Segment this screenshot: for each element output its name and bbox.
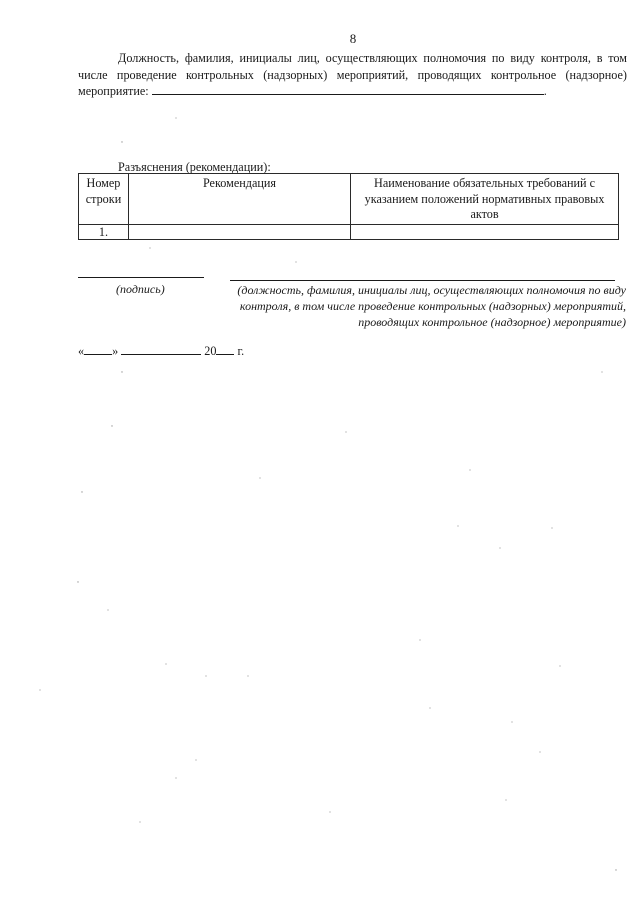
explanations-title: Разъяснения (рекомендации): — [118, 160, 271, 174]
position-line[interactable] — [230, 280, 615, 281]
year-prefix: 20 — [204, 344, 217, 358]
month-blank[interactable] — [121, 343, 201, 355]
header-row-number: Номер строки — [79, 174, 129, 225]
inspector-fill-line[interactable] — [152, 83, 544, 95]
page-number: 8 — [349, 31, 357, 46]
cell-recommendation[interactable] — [128, 225, 350, 240]
position-caption: (должность, фамилия, инициалы лиц, осуществляющих полномочия по виду контроля, в том числе проведение контрольных (надзорных) мероприятий, проводящих контрольное (надзорное) мероприятие) — [237, 283, 626, 330]
recommendations-table — [78, 173, 619, 240]
inspector-end-mark: . — [543, 84, 547, 98]
year-suffix: г. — [237, 344, 245, 358]
day-blank[interactable] — [84, 343, 112, 355]
date-close-quote: » — [112, 344, 119, 358]
inspector-paragraph — [78, 50, 627, 100]
header-requirements: Наименование обязательных требований с указанием положений нормативных правовых актов — [351, 174, 619, 225]
cell-row-number: 1. — [79, 225, 129, 240]
year-blank[interactable] — [216, 343, 234, 355]
cell-requirements[interactable] — [351, 225, 619, 240]
inspector-label: Должность, фамилия, инициалы лиц, осуществляющих полномочия по виду контроля, в том числе проведение контрольных (надзорных) мероприятий, проводящих контрольное (надзорное) мероприятие: — [78, 51, 627, 98]
header-recommendation: Рекомендация — [128, 174, 350, 225]
table-header-row — [79, 174, 619, 225]
signature-caption: (подпись) — [116, 282, 165, 296]
signature-line[interactable] — [78, 277, 204, 278]
date-open-quote: « — [78, 344, 85, 358]
date-line — [78, 343, 244, 359]
table-row — [79, 225, 619, 240]
